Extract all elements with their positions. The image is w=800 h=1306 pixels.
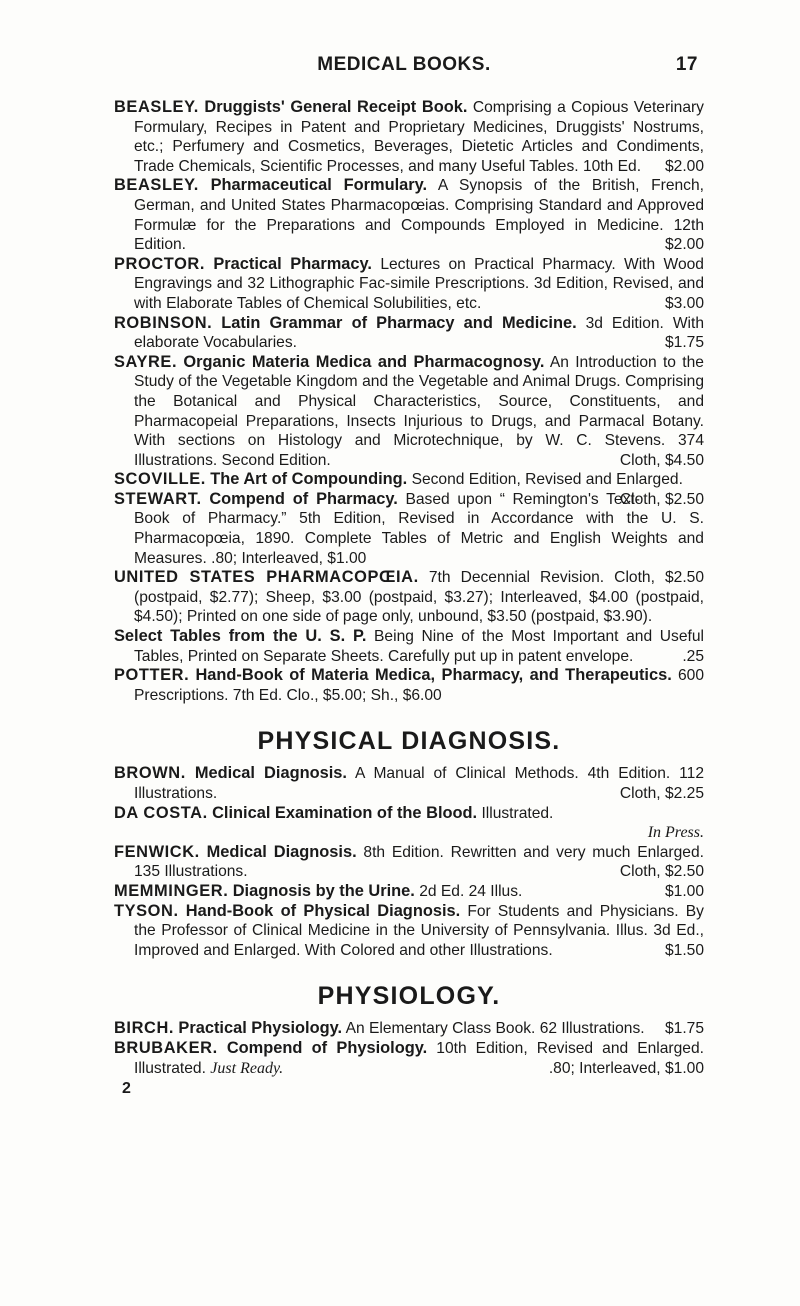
entry-title: Hand-Book of Physical Diagnosis. xyxy=(185,901,461,920)
entry-title: Hand-Book of Materia Medica, Pharmacy, and Therapeutics. xyxy=(195,666,672,685)
entry-price: Cloth, $2.50 xyxy=(619,490,704,508)
list-item xyxy=(114,490,704,568)
list-item xyxy=(114,255,704,314)
list-item xyxy=(114,666,704,705)
entry-author: BROWN. xyxy=(114,764,186,783)
entry-author: BRUBAKER. xyxy=(114,1038,218,1057)
entry-price: $1.00 xyxy=(664,882,704,900)
entry-author: FENWICK. xyxy=(114,842,200,861)
entry-title: Medical Diagnosis. xyxy=(206,842,357,861)
list-item xyxy=(114,568,704,627)
page-title: MEDICAL BOOKS. xyxy=(317,54,491,75)
entry-author: TYSON. xyxy=(114,901,179,920)
entry-description: A Synopsis of the British, French, German, and United States Pharmacopœias. Comprising Standard and Approved Formulæ for the Preparations and Compounds Employed in Medicine. 12th Edition. xyxy=(134,177,704,254)
entry-price: Cloth, $4.50 xyxy=(619,451,704,469)
entry-price: $2.00 xyxy=(664,157,704,175)
entry-title: Organic Materia Medica and Pharmacognosy. xyxy=(183,352,545,371)
entry-price: $3.00 xyxy=(664,294,704,312)
entry-price: $1.50 xyxy=(664,941,704,959)
entry-author: DA COSTA. xyxy=(114,803,208,822)
entry-description: 2d Ed. 24 Illus. xyxy=(419,882,523,900)
list-item xyxy=(114,98,704,176)
entry-description: Being Nine of the Most Important and Useful Tables, Printed on Separate Sheets. Carefully put up in patent envelope. xyxy=(134,628,704,665)
list-item xyxy=(114,902,704,961)
entry-title: Medical Diagnosis. xyxy=(194,764,347,783)
list-item xyxy=(114,353,704,471)
list-item xyxy=(114,764,704,803)
list-item xyxy=(114,1039,704,1078)
entry-description: Lectures on Practical Pharmacy. With Wood Engravings and 32 Lithographic Fac-simile Prescriptions. 3d Edition, Revised, and with Elaborate Tables of Chemical Solubilities, etc. xyxy=(134,255,704,312)
running-head xyxy=(110,54,698,80)
entry-price: $1.75 xyxy=(664,1020,704,1038)
page-number: 17 xyxy=(675,54,698,75)
entry-description: Based upon “ Remington's Text-Book of Pharmacy.” 5th Edition, Revised in Accordance with the U. S. Pharmacopœia, 1890. Complete Tables of Metric and English Weights and Measures. .80; Interleaved, $1.00 xyxy=(134,490,704,567)
section-heading-physical-diagnosis: PHYSICAL DIAGNOSIS. xyxy=(257,727,561,756)
entry-description: 8th Edition. Rewritten and very much Enlarged. 135 Illustrations. xyxy=(134,843,704,881)
entry-description: An Elementary Class Book. 62 Illustrations. xyxy=(345,1020,645,1038)
signature-mark: 2 xyxy=(122,1080,131,1098)
entry-title: Diagnosis by the Urine. xyxy=(232,881,415,900)
section-heading-physiology: PHYSIOLOGY. xyxy=(317,982,501,1011)
entry-title: The Art of Compounding. xyxy=(210,470,408,489)
entry-description: 600 Prescriptions. 7th Ed. Clo., $5.00; Sh., $6.00 xyxy=(134,667,704,704)
entry-title: Practical Pharmacy. xyxy=(213,254,372,273)
entry-author: ROBINSON. xyxy=(114,313,213,332)
entry-description: A Manual of Clinical Methods. 4th Edition. 112 Illustrations. xyxy=(134,765,704,802)
entry-description: An Introduction to the Study of the Vegetable Kingdom and the Vegetable and Animal Drugs. Comprising the Botanical and Physical Characteristics, Source, Constituents, and Pharmacopeial Preparations, Insects Injurious to Drugs, and Parmacal Botany. With sections on Histology and Microtechnique, by W. C. Stevens. 374 Illustrations. Second Edition. xyxy=(134,353,704,469)
entry-price: .25 xyxy=(682,647,704,665)
entry-author: UNITED STATES PHARMACOPŒIA. xyxy=(114,568,419,587)
entry-description: 3d Edition. With elaborate Vocabularies. xyxy=(134,314,705,352)
list-item xyxy=(114,176,704,254)
entry-title: Druggists' General Receipt Book. xyxy=(204,98,468,116)
list-item xyxy=(114,1019,704,1039)
list-item xyxy=(114,843,704,882)
entry-title: Latin Grammar of Pharmacy and Medicine. xyxy=(221,313,577,332)
entry-price: $2.00 xyxy=(664,236,704,254)
entry-author: BEASLEY. xyxy=(114,98,199,116)
entry-status: Just Ready. xyxy=(210,1059,284,1077)
entry-description: Illustrated. xyxy=(481,804,554,822)
entry-title: Select Tables from the U. S. P. xyxy=(114,627,367,646)
entry-title: Compend of Physiology. xyxy=(226,1038,428,1057)
entry-description: 7th Decennial Revision. Cloth, $2.50 (postpaid, $2.77); Sheep, $3.00 (postpaid, $3.27); Interleaved, $4.00 (postpaid, $4.50); Printed on one side of page only, unbound, $3.50 (postpaid, $3.90). xyxy=(134,569,704,626)
entry-description: 10th Edition, Revised and Enlarged. Illustrated. xyxy=(134,1039,704,1077)
entry-description: Second Edition, Revised and Enlarged. xyxy=(411,471,683,489)
entry-status: In Press. xyxy=(647,824,704,842)
entry-price: Cloth, $2.25 xyxy=(619,785,704,802)
entry-title: Clinical Examination of the Blood. xyxy=(212,803,478,822)
entry-description: Comprising a Copious Veterinary Formulary, Recipes in Patent and Proprietary Medicines, Druggists' Nostrums, etc.; Perfumery and Cosmetics, Beverages, Dietetic Articles and Condiments, Trade Chemicals, Scientific Processes, and many Useful Tables. 10th Ed. xyxy=(134,99,704,175)
list-item xyxy=(114,314,704,353)
entry-author: STEWART. xyxy=(114,489,202,508)
entry-author: POTTER. xyxy=(114,666,190,685)
entry-author: SAYRE. xyxy=(114,352,178,371)
entry-author: SCOVILLE. xyxy=(114,470,206,489)
entry-author: MEMMINGER. xyxy=(114,881,229,900)
entry-title: Pharmaceutical Formulary. xyxy=(210,176,428,195)
entry-author: BIRCH. xyxy=(114,1019,175,1038)
entry-price: Cloth, $2.50 xyxy=(619,863,704,881)
entry-price: .80; Interleaved, $1.00 xyxy=(548,1059,704,1077)
entry-title: Compend of Pharmacy. xyxy=(209,489,398,508)
entry-author: PROCTOR. xyxy=(114,254,206,273)
entry-price: $1.75 xyxy=(664,334,704,352)
list-item xyxy=(114,627,704,666)
entry-description: For Students and Physicians. By the Professor of Clinical Medicine in the University of Pennsylvania. Illus. 3d Ed., Improved and Enlarged. With Colored and other Illustrations. xyxy=(134,902,704,959)
catalog-listing xyxy=(114,98,704,1098)
list-item xyxy=(114,804,704,843)
list-item xyxy=(114,882,704,902)
entry-title: Practical Physiology. xyxy=(178,1019,343,1038)
entry-author: BEASLEY. xyxy=(114,176,199,195)
